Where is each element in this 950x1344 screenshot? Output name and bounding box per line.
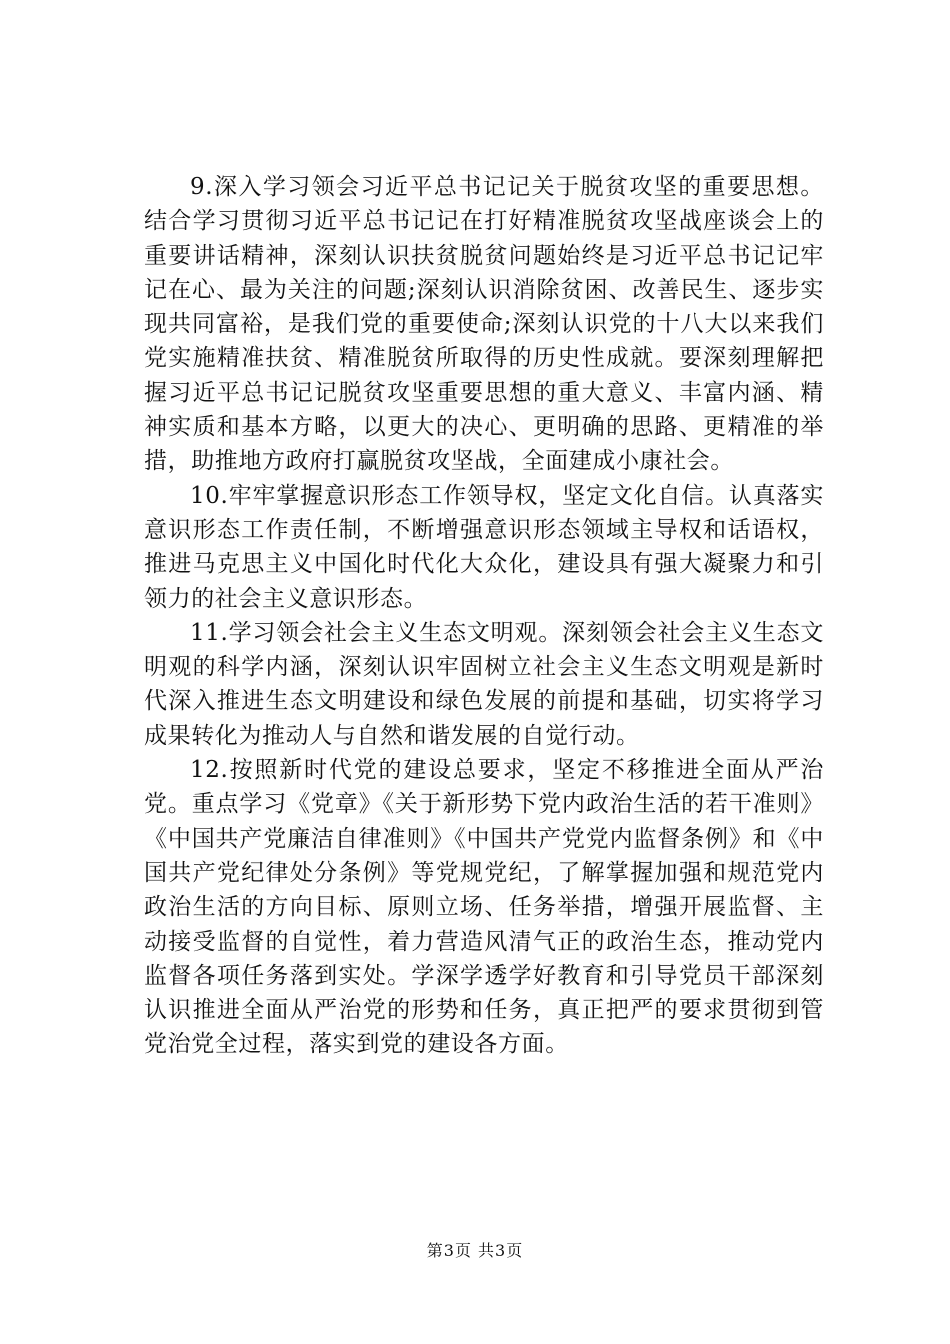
document-body <box>144 170 824 1062</box>
paragraph-12: 12.按照新时代党的建设总要求，坚定不移推进全面从严治党。重点学习《党章》《关于新形势下党内政治生活的若干准则》《中国共产党廉洁自律准则》《中国共产党党内监督条例》和《中国共产党纪律处分条例》等党规党纪，了解掌握加强和规范党内政治生活的方向目标、原则立场、任务举措，增强开展监督、主动接受监督的自觉性，着力营造风清气正的政治生态，推动党内监督各项任务落到实处。学深学透学好教育和引导党员干部深刻认识推进全面从严治党的形势和任务，真正把严的要求贯彻到管党治党全过程，落实到党的建设各方面。 <box>144 757 824 1058</box>
paragraph-10: 10.牢牢掌握意识形态工作领导权，坚定文化自信。认真落实意识形态工作责任制，不断增强意识形态领域主导权和话语权，推进马克思主义中国化时代化大众化，建设具有强大凝聚力和引领力的社会主义意识形态。 <box>144 482 824 612</box>
paragraph-9: 9.深入学习领会习近平总书记记关于脱贫攻坚的重要思想。结合学习贯彻习近平总书记记在打好精准脱贫攻坚战座谈会上的重要讲话精神，深刻认识扶贫脱贫问题始终是习近平总书记记牢记在心、最为关注的问题;深刻认识消除贫困、改善民生、逐步实现共同富裕，是我们党的重要使命;深刻认识党的十八大以来我们党实施精准扶贫、精准脱贫所取得的历史性成就。要深刻理解把握习近平总书记记脱贫攻坚重要思想的重大意义、丰富内涵、精神实质和基本方略，以更大的决心、更明确的思路、更精准的举措，助推地方政府打赢脱贫攻坚战，全面建成小康社会。 <box>144 174 824 475</box>
paragraph-11: 11.学习领会社会主义生态文明观。深刻领会社会主义生态文明观的科学内涵，深刻认识牢固树立社会主义生态文明观是新时代深入推进生态文明建设和绿色发展的前提和基础，切实将学习成果转化为推动人与自然和谐发展的自觉行动。 <box>144 619 824 749</box>
page-footer: 第3页 共3页 <box>426 1241 524 1260</box>
